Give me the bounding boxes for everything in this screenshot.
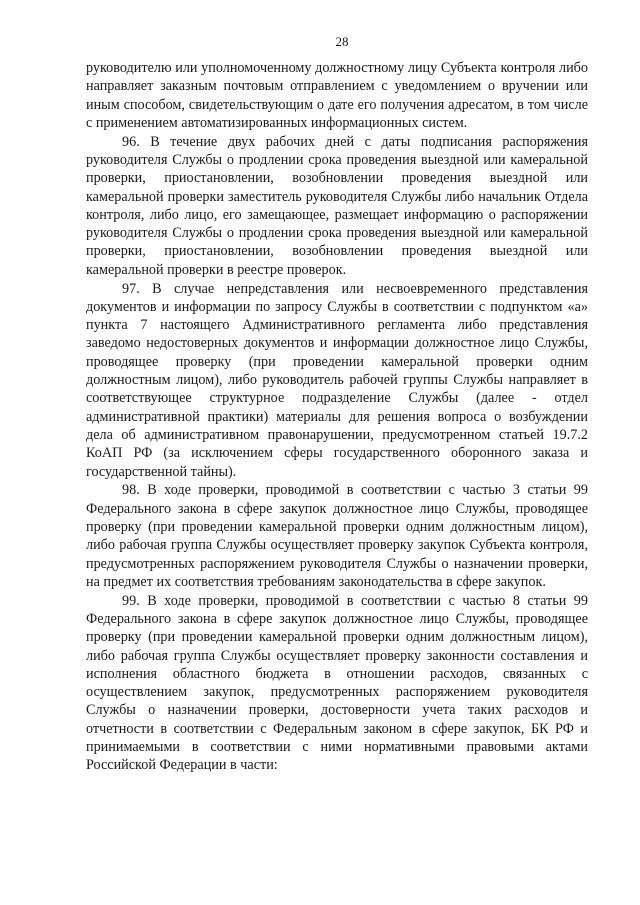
page-number: 28: [335, 34, 349, 49]
paragraph-continuation: руководителю или уполномоченному должностному лицу Субъекта контроля либо направляет заказным почтовым отправлением с уведомлением о вручении или иным способом, свидетельствующим о дате его получения адресатом, в том числе с применением автоматизированных информационных систем.: [86, 60, 588, 131]
paragraph-96: 96. В течение двух рабочих дней с даты подписания распоряжения руководителя Службы о продлении срока проведения выездной или камеральной проверки, приостановлении, возобновлении проведения выездной или камеральной проверки заместитель руководителя Службы либо начальник Отдела контроля, либо лицо, его замещающее, размещает информацию о распоряжении руководителя Службы о продлении срока проведения выездной или камеральной проверки, приостановлении, возобновлении проведения выездной или камеральной проверки в реестре проверок.: [86, 133, 588, 278]
paragraph-98: 98. В ходе проверки, проводимой в соответствии с частью 3 статьи 99 Федерального закона в сфере закупок должностное лицо Службы, проводящее проверку (при проведении камеральной проверки одним должностным лицом), либо рабочая группа Службы осуществляет проверку закупок Субъекта контроля, предусмотренных распоряжением руководителя Службы о назначении проверки, на предмет их соответствия требованиям законодательства в сфере закупок.: [86, 482, 588, 590]
paragraph-97: 97. В случае непредставления или несвоевременного представления документов и информации по запросу Службы в соответствии с подпунктом «а» пункта 7 настоящего Административного регламента либо представления заведомо недостоверных документов и информации должностное лицо Службы, проводящее проверку (при проведении камеральной проверки одним должностным лицом), либо руководитель рабочей группы Службы направляет в соответствующее структурное подразделение Службы (далее - отдел административной практики) материалы для решения вопроса о возбуждении дела об административном правонарушении, предусмотренном статьей 19.7.2 КоАП РФ (за исключением сферы государственного оборонного заказа и государственной тайны).: [86, 280, 588, 480]
paragraph-99: 99. В ходе проверки, проводимой в соответствии с частью 8 статьи 99 Федерального закона в сфере закупок должностное лицо Службы, проводящее проверку (при проведении камеральной проверки одним должностным лицом), либо рабочая группа Службы осуществляет проверку законности составления и исполнения областного бюджета в отношении расходов, связанных с осуществлением закупок, предусмотренных распоряжением руководителя Службы о назначении проверки, достоверности учета таких расходов и отчетности в соответствии с Федеральным законом в сфере закупок, БК РФ и принимаемыми в соответствии с ними нормативными правовыми актами Российской Федерации в части:: [86, 592, 588, 774]
